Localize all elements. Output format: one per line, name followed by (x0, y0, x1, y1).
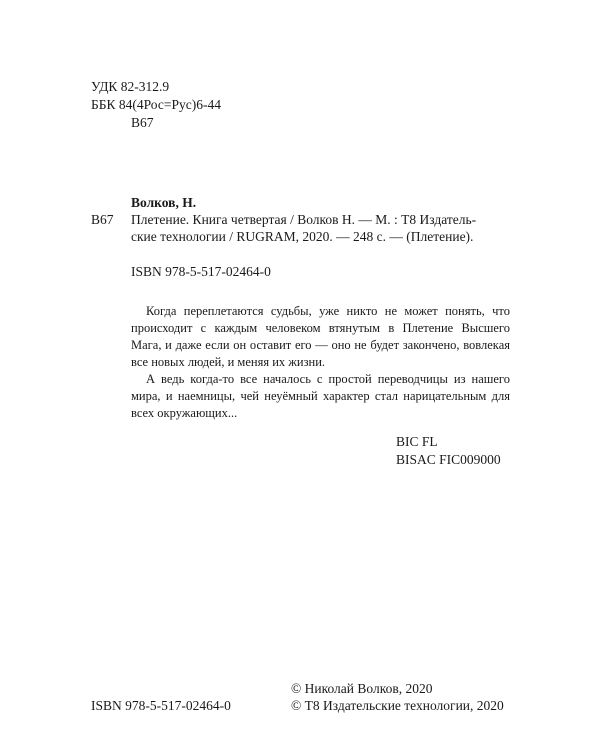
annotation-line: происходит с каждым человеком втянутым в Плетение Высшего (131, 321, 510, 335)
annotation-line: А ведь когда-то все началось с простой переводчицы из нашего (146, 372, 510, 386)
annotation-line: Мага, и даже если он оставит его — оно не будет закончено, вовлекая (131, 338, 510, 352)
annotation-line: все новых людей, и меняя их жизни. (131, 355, 326, 369)
udk-code: УДК 82-312.9 (91, 79, 170, 94)
card-author-mark: В67 (91, 212, 114, 227)
copyright-author: © Николай Волков, 2020 (291, 681, 433, 696)
bibliographic-description-line-1: Плетение. Книга четвертая / Волков Н. — М. : Т8 Издатель- (131, 212, 477, 227)
annotation-line: мира, и наемницы, чей неуёмный характер стал нарицательным для (131, 389, 510, 403)
bibliographic-description-line-2: ские технологии / RUGRAM, 2020. — 248 с. — (Плетение). (131, 229, 474, 244)
bisac-code: BISAC FIC009000 (396, 452, 501, 467)
footer-isbn: ISBN 978-5-517-02464-0 (91, 698, 231, 713)
author-mark: В67 (131, 115, 154, 130)
annotation-line: всех окружающих... (131, 406, 238, 420)
annotation-line: Когда переплетаются судьбы, уже никто не может понять, что (146, 304, 510, 318)
author-heading: Волков, Н. (131, 195, 197, 210)
card-isbn: ISBN 978-5-517-02464-0 (131, 264, 271, 279)
bbk-code: ББК 84(4Рос=Рус)6-44 (91, 97, 221, 112)
bic-code: BIC FL (396, 434, 438, 449)
copyright-publisher: © Т8 Издательские технологии, 2020 (291, 698, 504, 713)
